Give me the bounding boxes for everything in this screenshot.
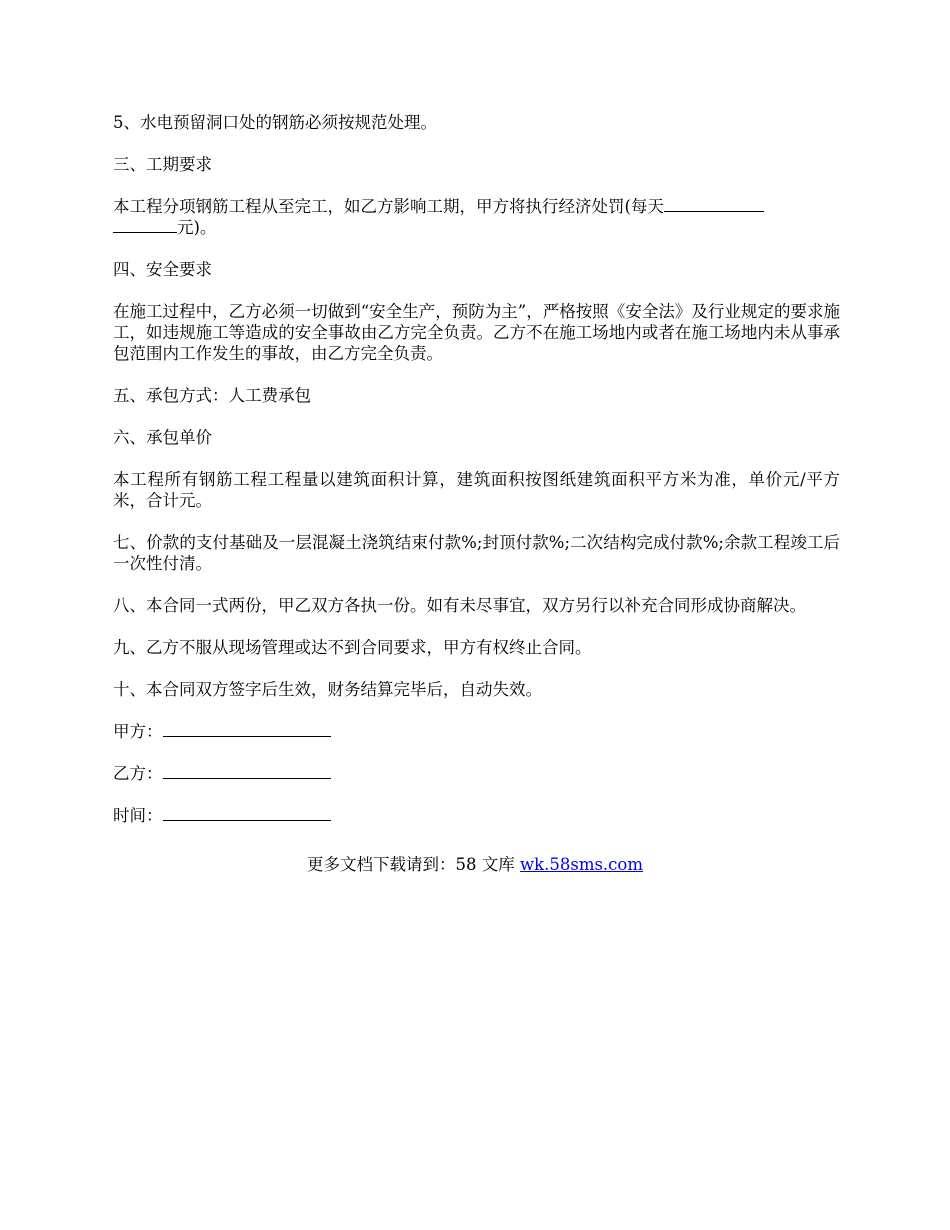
signature-time xyxy=(113,805,840,826)
party-b-label: 乙方： xyxy=(113,764,163,783)
termination-paragraph: 九、乙方不服从现场管理或达不到合同要求，甲方有权终止合同。 xyxy=(113,638,592,657)
penalty-blank xyxy=(664,197,764,212)
price-paragraph: 本工程所有钢筋工程工程量以建筑面积计算，建筑面积按图纸建筑面积平方米为准，单价元/平方米，合计元。 xyxy=(113,470,840,510)
safety-paragraph: 在施工过程中，乙方必须一切做到“安全生产，预防为主”，严格按照《安全法》及行业规定的要求施工，如违规施工等造成的安全事故由乙方完全负责。乙方不在施工场地内或者在施工场地内未从事承包范围内工作发生的事故，由乙方完全负责。 xyxy=(113,302,840,363)
effectiveness-paragraph: 十、本合同双方签字后生效，财务结算完毕后，自动失效。 xyxy=(113,680,542,699)
time-label: 时间： xyxy=(113,806,163,825)
signature-party-b xyxy=(113,763,840,784)
section-heading-schedule: 三、工期要求 xyxy=(113,155,212,174)
section-heading-unit-price: 六、承包单价 xyxy=(113,428,212,447)
party-a-signature-line xyxy=(163,721,331,737)
time-signature-line xyxy=(163,805,331,821)
party-a-label: 甲方： xyxy=(113,722,163,741)
schedule-paragraph xyxy=(113,196,840,238)
section-heading-safety: 四、安全要求 xyxy=(113,260,212,279)
document-body xyxy=(113,112,840,847)
payment-paragraph: 七、价款的支付基础及一层混凝土浇筑结束付款%;封顶付款%;二次结构完成付款%;余款工程竣工后一次性付清。 xyxy=(113,533,840,573)
clause-5: 5、水电预留洞口处的钢筋必须按规范处理。 xyxy=(113,113,437,132)
copies-paragraph: 八、本合同一式两份，甲乙双方各执一份。如有未尽事宜，双方另行以补充合同形成协商解决。 xyxy=(113,596,806,615)
footer xyxy=(0,854,950,875)
footer-text: 更多文档下载请到：58 文库 xyxy=(306,855,520,874)
signature-party-a xyxy=(113,721,840,742)
section-heading-contract-method: 五、承包方式：人工费承包 xyxy=(113,386,311,405)
party-b-signature-line xyxy=(163,763,331,779)
footer-link[interactable]: wk.58sms.com xyxy=(519,855,643,874)
penalty-blank-cont xyxy=(113,218,177,233)
schedule-text-end: 元)。 xyxy=(177,218,217,237)
schedule-text: 本工程分项钢筋工程从至完工，如乙方影响工期，甲方将执行经济处罚(每天 xyxy=(113,197,664,216)
